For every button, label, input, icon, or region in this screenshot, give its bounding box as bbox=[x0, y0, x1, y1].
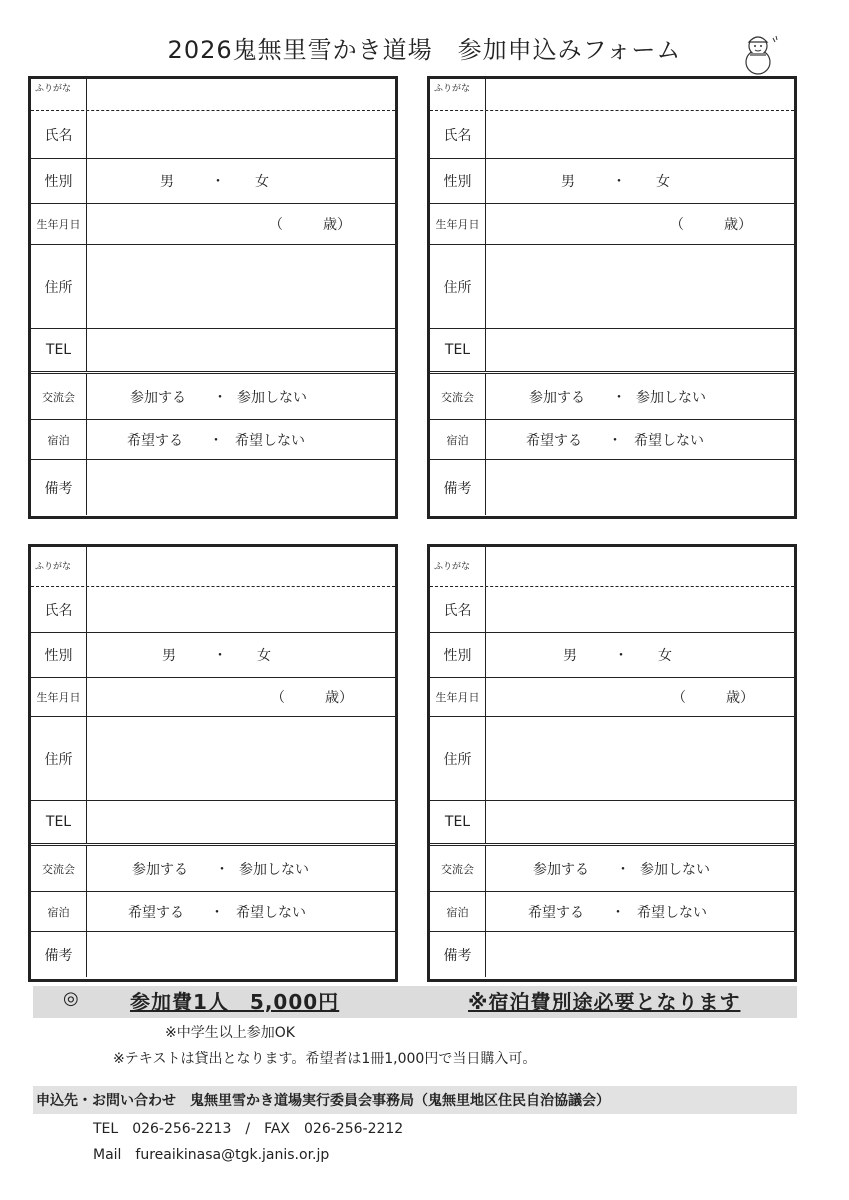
tel-row bbox=[430, 329, 794, 374]
tel-row bbox=[31, 801, 395, 846]
lodging-no-option[interactable]: 希望しない bbox=[235, 432, 305, 449]
address-row bbox=[31, 245, 395, 329]
application-form-3 bbox=[28, 544, 398, 982]
remarks-row bbox=[430, 932, 794, 977]
age-close: 歳） bbox=[724, 217, 752, 233]
gender-label: 性別 bbox=[31, 633, 87, 677]
lodging-field bbox=[87, 892, 395, 931]
exchange-row bbox=[31, 374, 395, 420]
lodging-row bbox=[31, 892, 395, 932]
furigana-label: ふりがな bbox=[31, 79, 87, 110]
gender-field bbox=[486, 159, 794, 203]
exchange-separator: ・ bbox=[612, 389, 626, 406]
gender-female-option[interactable]: 女 bbox=[658, 648, 672, 664]
gender-male-option[interactable]: 男 bbox=[162, 648, 176, 664]
remarks-label: 備考 bbox=[31, 932, 87, 977]
tel-field[interactable] bbox=[87, 329, 395, 371]
exchange-yes-option[interactable]: 参加する bbox=[529, 389, 585, 406]
birth-row bbox=[31, 204, 395, 245]
application-form-4 bbox=[427, 544, 797, 982]
remarks-label: 備考 bbox=[430, 932, 486, 977]
address-label: 住所 bbox=[31, 245, 87, 328]
textbook-note: ※テキストは貸出となります。希望者は1冊1,000円で当日購入可。 bbox=[113, 1051, 537, 1067]
name-row bbox=[31, 111, 395, 159]
furigana-label: ふりがな bbox=[430, 79, 486, 110]
remarks-row bbox=[430, 460, 794, 515]
gender-male-option[interactable]: 男 bbox=[563, 648, 577, 664]
gender-row bbox=[430, 159, 794, 204]
exchange-separator: ・ bbox=[215, 861, 229, 878]
tel-row bbox=[430, 801, 794, 846]
gender-male-option[interactable]: 男 bbox=[561, 174, 575, 190]
gender-female-option[interactable]: 女 bbox=[257, 648, 271, 664]
furigana-row bbox=[430, 79, 794, 111]
name-label: 氏名 bbox=[430, 111, 486, 158]
remarks-row bbox=[31, 932, 395, 977]
name-label: 氏名 bbox=[430, 587, 486, 632]
birth-label: 生年月日 bbox=[430, 204, 486, 244]
exchange-label: 交流会 bbox=[430, 846, 486, 891]
lodging-label: 宿泊 bbox=[31, 892, 87, 931]
age-open: （ bbox=[271, 690, 285, 706]
name-field[interactable] bbox=[87, 587, 395, 632]
exchange-separator: ・ bbox=[616, 861, 630, 878]
name-row bbox=[430, 587, 794, 633]
address-row bbox=[31, 717, 395, 801]
address-label: 住所 bbox=[430, 717, 486, 800]
name-label: 氏名 bbox=[31, 111, 87, 158]
lodging-separator: ・ bbox=[611, 904, 625, 921]
gender-separator: ・ bbox=[213, 648, 227, 664]
tel-label: TEL bbox=[430, 801, 486, 843]
exchange-field bbox=[486, 846, 794, 891]
exchange-field bbox=[486, 374, 794, 419]
tel-label: TEL bbox=[31, 801, 87, 843]
exchange-row bbox=[430, 374, 794, 420]
furigana-field[interactable] bbox=[486, 79, 794, 110]
name-label: 氏名 bbox=[31, 587, 87, 632]
birth-label: 生年月日 bbox=[31, 204, 87, 244]
address-row bbox=[430, 245, 794, 329]
gender-field bbox=[87, 159, 395, 203]
name-row bbox=[31, 587, 395, 633]
lodging-yes-option[interactable]: 希望する bbox=[526, 432, 582, 449]
birth-field[interactable] bbox=[486, 678, 794, 716]
exchange-row bbox=[430, 846, 794, 892]
exchange-yes-option[interactable]: 参加する bbox=[533, 861, 589, 878]
address-label: 住所 bbox=[430, 245, 486, 328]
remarks-field[interactable] bbox=[486, 460, 794, 515]
exchange-no-option[interactable]: 参加しない bbox=[636, 389, 706, 406]
birth-field[interactable] bbox=[87, 678, 395, 716]
age-open: （ bbox=[269, 217, 283, 233]
tel-field[interactable] bbox=[486, 801, 794, 843]
lodging-label: 宿泊 bbox=[430, 420, 486, 459]
remarks-label: 備考 bbox=[31, 460, 87, 515]
gender-row bbox=[430, 633, 794, 678]
lodging-no-option[interactable]: 希望しない bbox=[637, 904, 707, 921]
remarks-field[interactable] bbox=[87, 932, 395, 977]
exchange-separator: ・ bbox=[213, 389, 227, 406]
gender-row bbox=[31, 159, 395, 204]
lodging-fee-note: ※宿泊費別途必要となります bbox=[468, 990, 741, 1014]
page-title: 2026鬼無里雪かき道場 参加申込みフォーム bbox=[167, 36, 682, 64]
gender-separator: ・ bbox=[614, 648, 628, 664]
exchange-label: 交流会 bbox=[430, 374, 486, 419]
lodging-separator: ・ bbox=[608, 432, 622, 449]
lodging-separator: ・ bbox=[209, 432, 223, 449]
exchange-no-option[interactable]: 参加しない bbox=[239, 861, 309, 878]
remarks-field[interactable] bbox=[87, 460, 395, 515]
address-field[interactable] bbox=[486, 717, 794, 800]
lodging-row bbox=[31, 420, 395, 460]
exchange-field bbox=[87, 374, 395, 419]
exchange-label: 交流会 bbox=[31, 846, 87, 891]
birth-field[interactable] bbox=[87, 204, 395, 244]
address-label: 住所 bbox=[31, 717, 87, 800]
gender-separator: ・ bbox=[612, 174, 626, 190]
furigana-row bbox=[430, 547, 794, 587]
address-row bbox=[430, 717, 794, 801]
contact-label: 申込先・お問い合わせ 鬼無里雪かき道場実行委員会事務局（鬼無里地区住民自治協議会） bbox=[36, 1093, 610, 1109]
exchange-yes-option[interactable]: 参加する bbox=[130, 389, 186, 406]
gender-separator: ・ bbox=[211, 174, 225, 190]
lodging-label: 宿泊 bbox=[31, 420, 87, 459]
gender-field bbox=[486, 633, 794, 677]
contact-tel-fax: TEL 026-256-2213 / FAX 026-256-2212 bbox=[93, 1121, 404, 1137]
fee-amount: 参加費1人 5,000円 bbox=[130, 990, 340, 1014]
age-open: （ bbox=[672, 690, 686, 706]
tel-row bbox=[31, 329, 395, 374]
gender-male-option[interactable]: 男 bbox=[160, 174, 174, 190]
name-field[interactable] bbox=[486, 111, 794, 158]
tel-label: TEL bbox=[31, 329, 87, 371]
snowman-icon bbox=[740, 32, 780, 76]
age-note: ※中学生以上参加OK bbox=[165, 1025, 295, 1041]
furigana-row bbox=[31, 547, 395, 587]
name-field[interactable] bbox=[87, 111, 395, 158]
lodging-yes-option[interactable]: 希望する bbox=[128, 904, 184, 921]
gender-label: 性別 bbox=[31, 159, 87, 203]
lodging-yes-option[interactable]: 希望する bbox=[127, 432, 183, 449]
age-close: 歳） bbox=[726, 690, 754, 706]
age-close: 歳） bbox=[323, 217, 351, 233]
gender-female-option[interactable]: 女 bbox=[255, 174, 269, 190]
gender-row bbox=[31, 633, 395, 678]
furigana-field[interactable] bbox=[87, 547, 395, 586]
remarks-label: 備考 bbox=[430, 460, 486, 515]
lodging-field bbox=[87, 420, 395, 459]
lodging-no-option[interactable]: 希望しない bbox=[236, 904, 306, 921]
furigana-label: ふりがな bbox=[31, 547, 87, 586]
furigana-field[interactable] bbox=[87, 79, 395, 110]
lodging-field bbox=[486, 420, 794, 459]
lodging-separator: ・ bbox=[210, 904, 224, 921]
lodging-yes-option[interactable]: 希望する bbox=[528, 904, 584, 921]
gender-label: 性別 bbox=[430, 633, 486, 677]
tel-label: TEL bbox=[430, 329, 486, 371]
application-form-1 bbox=[28, 76, 398, 519]
birth-row bbox=[430, 204, 794, 245]
lodging-row bbox=[430, 420, 794, 460]
exchange-label: 交流会 bbox=[31, 374, 87, 419]
furigana-row bbox=[31, 79, 395, 111]
age-close: 歳） bbox=[325, 690, 353, 706]
exchange-no-option[interactable]: 参加しない bbox=[640, 861, 710, 878]
tel-field[interactable] bbox=[87, 801, 395, 843]
exchange-yes-option[interactable]: 参加する bbox=[132, 861, 188, 878]
gender-field bbox=[87, 633, 395, 677]
exchange-row bbox=[31, 846, 395, 892]
remarks-field[interactable] bbox=[486, 932, 794, 977]
lodging-field bbox=[486, 892, 794, 931]
furigana-field[interactable] bbox=[486, 547, 794, 586]
address-field[interactable] bbox=[486, 245, 794, 328]
birth-label: 生年月日 bbox=[31, 678, 87, 716]
exchange-no-option[interactable]: 参加しない bbox=[237, 389, 307, 406]
furigana-label: ふりがな bbox=[430, 547, 486, 586]
birth-row bbox=[430, 678, 794, 717]
exchange-field bbox=[87, 846, 395, 891]
birth-row bbox=[31, 678, 395, 717]
fee-bullet: ◎ bbox=[63, 988, 79, 1009]
lodging-label: 宿泊 bbox=[430, 892, 486, 931]
contact-mail[interactable]: Mail fureaikinasa@tgk.janis.or.jp bbox=[93, 1147, 330, 1163]
tel-field[interactable] bbox=[486, 329, 794, 371]
name-field[interactable] bbox=[486, 587, 794, 632]
remarks-row bbox=[31, 460, 395, 515]
lodging-no-option[interactable]: 希望しない bbox=[634, 432, 704, 449]
name-row bbox=[430, 111, 794, 159]
birth-field[interactable] bbox=[486, 204, 794, 244]
application-form-2 bbox=[427, 76, 797, 519]
lodging-row bbox=[430, 892, 794, 932]
gender-label: 性別 bbox=[430, 159, 486, 203]
gender-female-option[interactable]: 女 bbox=[656, 174, 670, 190]
birth-label: 生年月日 bbox=[430, 678, 486, 716]
age-open: （ bbox=[670, 217, 684, 233]
address-field[interactable] bbox=[87, 717, 395, 800]
address-field[interactable] bbox=[87, 245, 395, 328]
